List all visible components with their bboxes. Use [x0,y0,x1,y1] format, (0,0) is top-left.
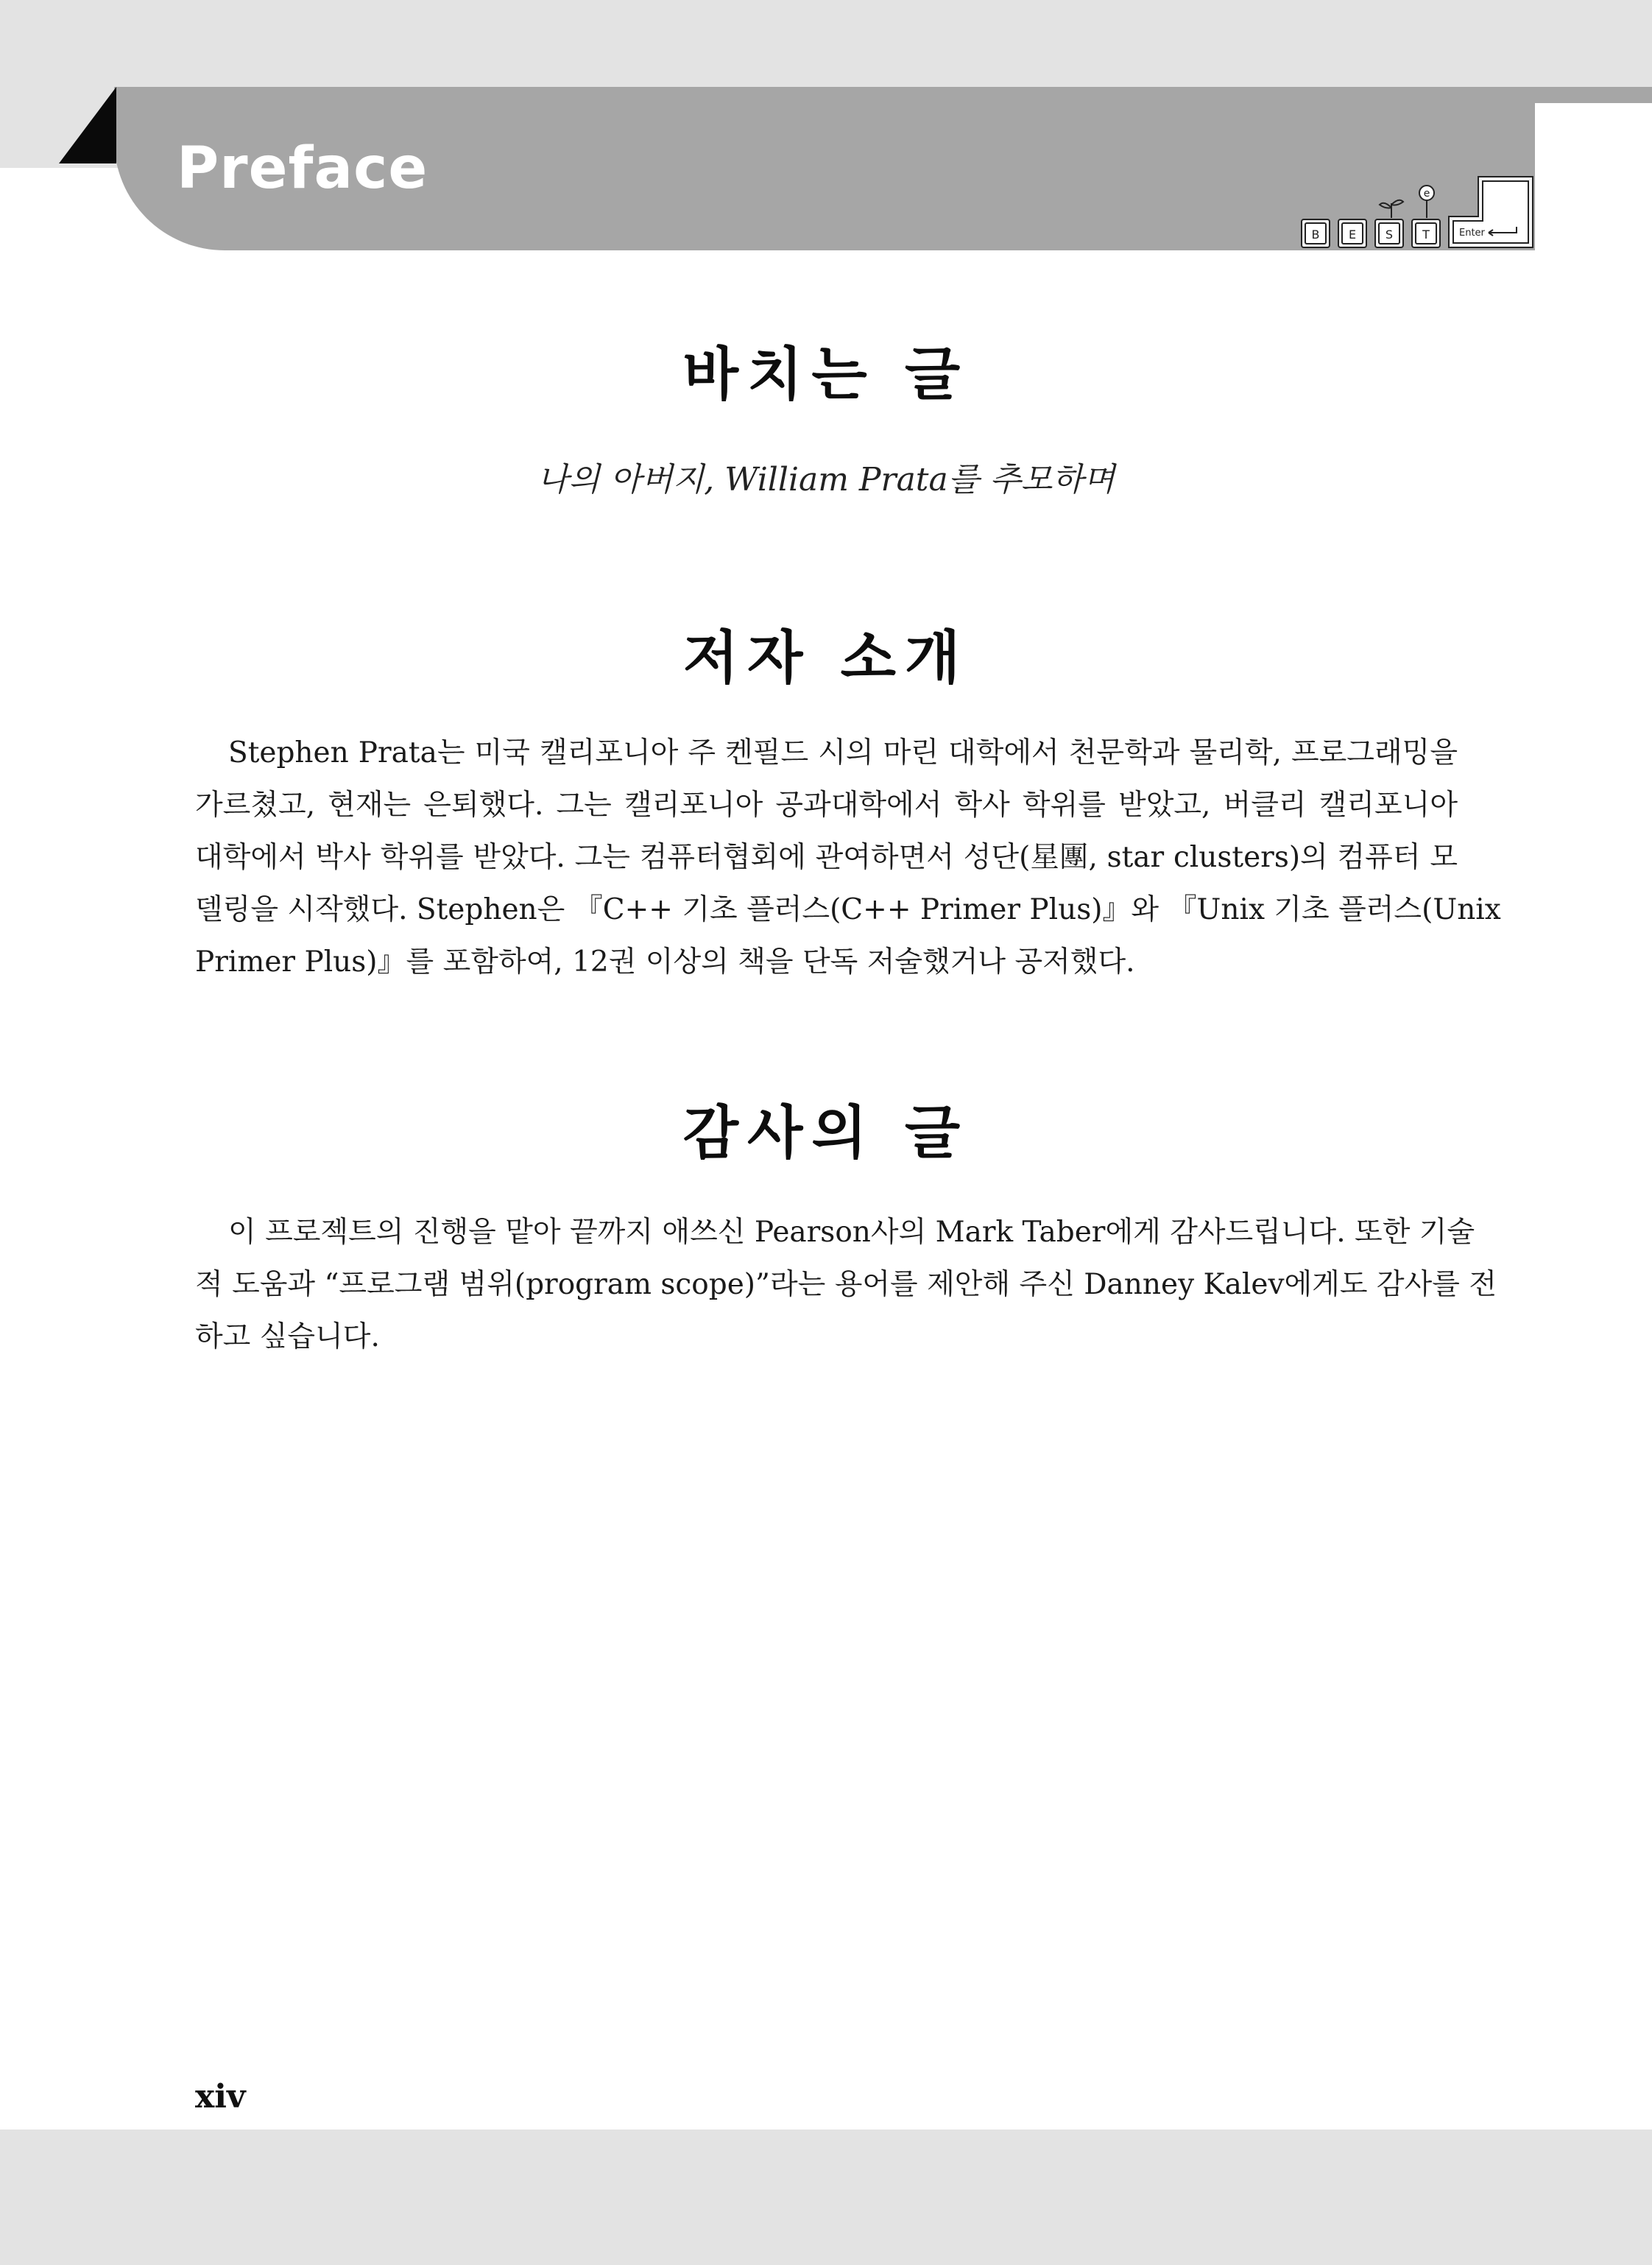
about-author-line: Primer Plus)』를 포함하여, 12권 이상의 책을 단독 저술했거나 공저했다. [195,945,1135,979]
about-author-line: Stephen Prata는 미국 캘리포니아 주 켄필드 시의 마린 대학에서 천문학과 물리학, 프로그래밍을 [228,736,1458,769]
key-e-label: E [1348,228,1357,242]
acknowledgments-line: 이 프로젝트의 진행을 맡아 끝까지 애쓰신 Pearson사의 Mark Taber에게 감사드립니다. 또한 기술 [228,1216,1475,1249]
about-author-line: 델링을 시작했다. Stephen은 『C++ 기초 플러스(C++ Primer Plus)』와 『Unix 기초 플러스(Unix [195,893,1501,926]
key-b-label: B [1311,228,1320,242]
dedication-text: 나의 아버지, William Prata를 추모하며 [537,461,1115,499]
header-right-strip [1535,87,1652,103]
sprout-icon [1380,186,1434,218]
key-t-label: T [1422,228,1430,242]
enter-key-label: Enter [1459,228,1485,239]
svg-text:e: e [1423,188,1430,200]
acknowledgments-heading: 감사의 글 [682,1100,970,1166]
section-title: Preface [177,135,428,202]
about-author-paragraph [195,727,1501,988]
key-s-label: S [1385,228,1394,242]
acknowledgments-line: 하고 싶습니다. [195,1320,380,1353]
page-number: xiv [195,2078,246,2116]
best-enter-logo-icon [1296,171,1539,253]
about-author-line: 가르쳤고, 현재는 은퇴했다. 그는 캘리포니아 공과대학에서 학사 학위를 받았고, 버클리 캘리포니아 [195,789,1458,822]
about-author-heading: 저자 소개 [682,625,970,691]
top-margin [0,0,1652,87]
acknowledgments-line: 적 도움과 “프로그램 범위(program scope)”라는 용어를 제안해 주신 Danney Kalev에게도 감사를 전 [195,1268,1497,1301]
dedication-heading: 바치는 글 [682,342,970,408]
about-author-line: 대학에서 박사 학위를 받았다. 그는 컴퓨터협회에 관여하면서 성단(星團, star clusters)의 컴퓨터 모 [195,841,1458,874]
corner-tab [59,87,116,163]
acknowledgments-paragraph [195,1206,1497,1363]
bottom-margin [0,2130,1652,2265]
